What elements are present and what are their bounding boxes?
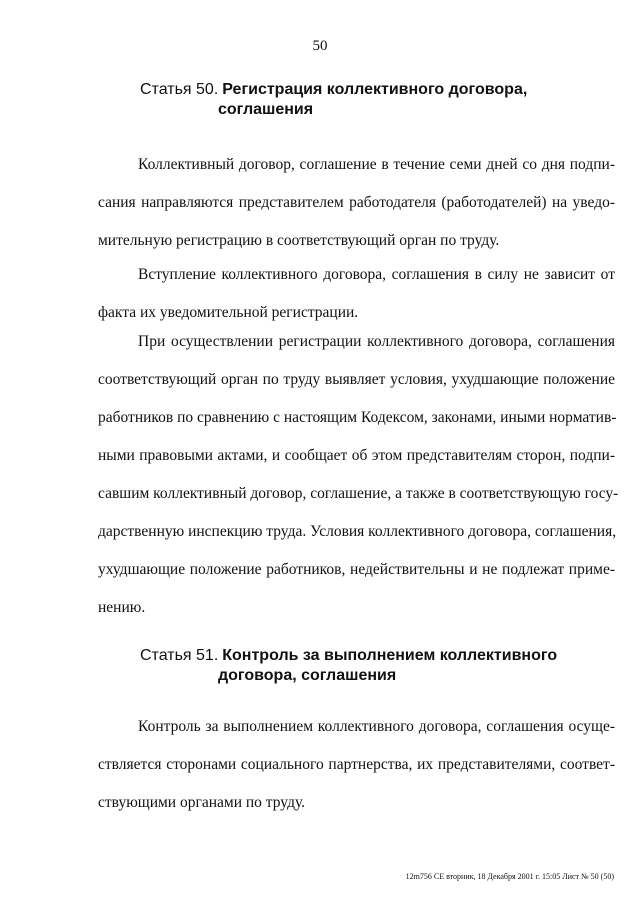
article-50-title-line-1: Регистрация коллективного договора,: [222, 81, 528, 98]
article-50-heading: [140, 80, 527, 120]
text-line: соответствующий орган по труду выявляет условия, ухудшающие положение: [98, 371, 615, 388]
page-number: 50: [312, 38, 328, 54]
article-51-title-line-2: договора, соглашения: [218, 667, 397, 684]
article-50-paragraph-3: [98, 323, 619, 627]
article-51-title-line-1: Контроль за выполнением коллективного: [222, 647, 558, 664]
text-line: ухудшающие положение работников, недействительны и не подлежат приме-: [98, 561, 615, 578]
text-line: ными правовыми актами, и сообщает об этом представителям сторон, подпи-: [98, 447, 615, 464]
text-line: Вступление коллективного договора, соглашения в силу не зависит от: [138, 266, 615, 283]
article-50-title-line-2: соглашения: [218, 101, 314, 118]
text-line: факта их уведомительной регистрации.: [98, 304, 359, 321]
page-footer: 12m756 СЕ вторник, 18 Декабря 2001 г. 15:05 Лист № 50 (50): [405, 872, 614, 881]
article-51-heading: [140, 646, 557, 686]
text-line: Контроль за выполнением коллективного договора, соглашения осуще-: [138, 718, 615, 735]
text-line: ствляется сторонами социального партнерства, их представителями, соответ-: [98, 756, 615, 773]
text-line: работников по сравнению с настоящим Кодексом, законами, иными норматив-: [98, 409, 617, 426]
text-line: ствующими органами по труду.: [98, 794, 306, 811]
article-50-prefix: Статья 50.: [140, 81, 219, 98]
text-line: мительную регистрацию в соответствующий орган по труду.: [98, 232, 500, 249]
text-line: сания направляются представителем работодателя (работодателей) на уведо-: [98, 194, 615, 211]
text-line: нению.: [98, 599, 146, 616]
article-50-paragraph-1: [98, 146, 615, 260]
text-line: При осуществлении регистрации коллективного договора, соглашения: [138, 333, 615, 350]
text-line: Коллективный договор, соглашение в течение семи дней со дня подпи-: [138, 156, 615, 173]
article-51-prefix: Статья 51.: [140, 647, 219, 664]
article-51-paragraph-1: [98, 708, 615, 822]
text-line: дарственную инспекцию труда. Условия коллективного договора, соглашения,: [98, 523, 617, 540]
article-50-heading-line-1: [140, 80, 527, 100]
text-line: савшим коллективный договор, соглашение, а также в соответствующую госу-: [98, 485, 619, 502]
article-51-heading-line-1: [140, 646, 557, 666]
article-50-paragraph-2: [98, 256, 615, 332]
